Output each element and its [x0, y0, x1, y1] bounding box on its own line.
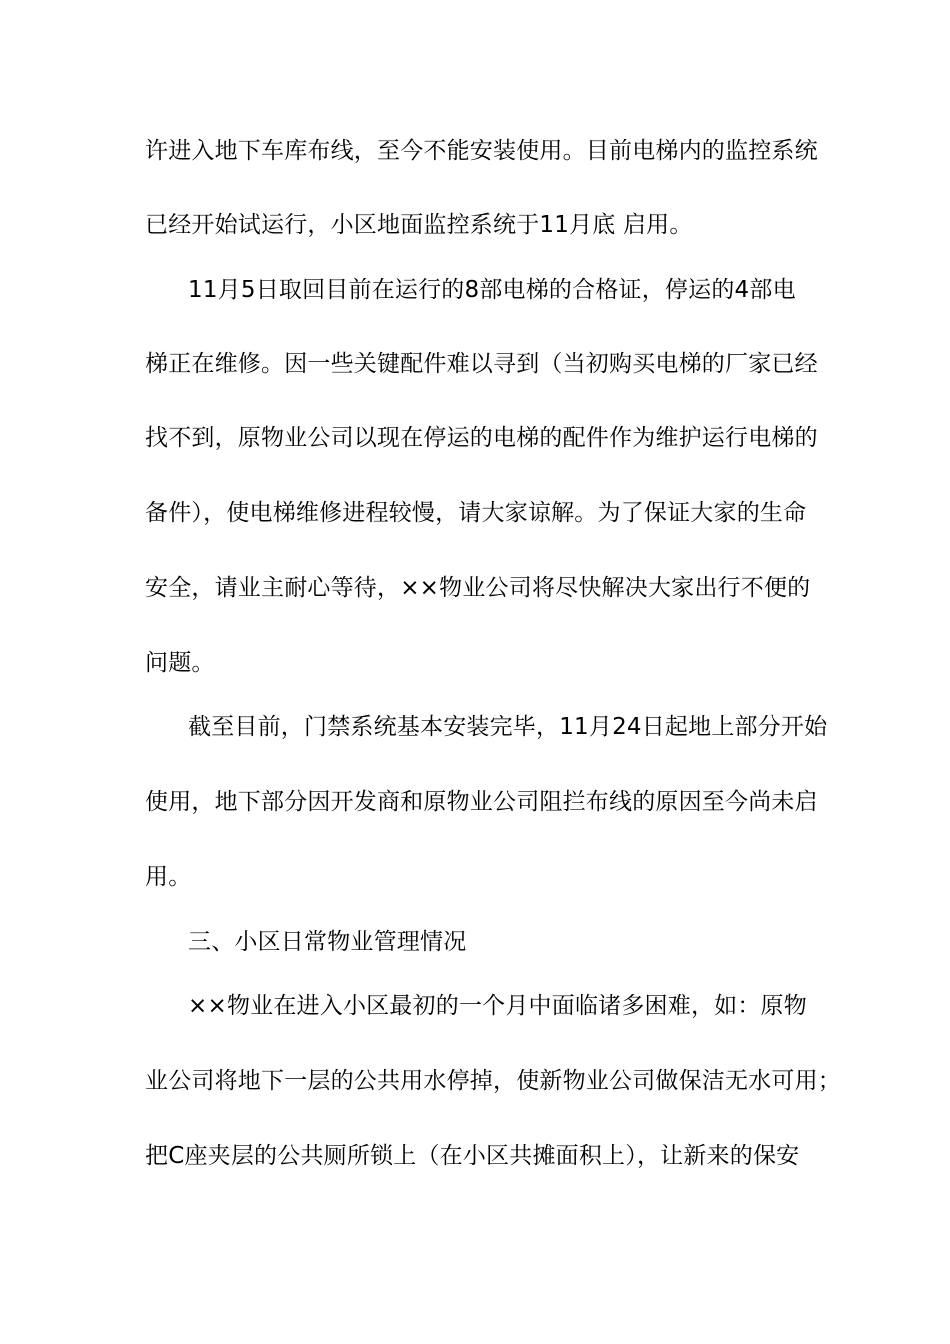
- section-heading: 三、小区日常物业管理情况: [188, 929, 467, 955]
- text-line: 安全，请业主耐心等待，××物业公司将尽快解决大家出行不便的: [145, 575, 811, 601]
- text-line: 把C座夹层的公共厕所锁上（在小区共摊面积上），让新来的保安: [145, 1143, 800, 1169]
- text-line: 问题。: [145, 650, 215, 676]
- paragraph-start-line: ××物业在进入小区最初的一个月中面临诸多困难，如：原物: [188, 993, 807, 1019]
- text-line: 业公司将地下一层的公共用水停掉，使新物业公司做保洁无水可用；: [145, 1068, 841, 1094]
- text-line: 备件），使电梯维修进程较慢，请大家谅解。为了保证大家的生命: [145, 500, 807, 526]
- text-line: 已经开始试运行，小区地面监控系统于11月底 启用。: [145, 212, 693, 238]
- text-line: 梯正在维修。因一些关键配件难以寻到（当初购买电梯的厂家已经: [145, 351, 818, 377]
- paragraph-start-line: 11月5日取回目前在运行的8部电梯的合格证，停运的4部电: [188, 277, 796, 303]
- paragraph-start-line: 截至目前，门禁系统基本安装完毕，11月24日起地上部分开始: [188, 714, 828, 740]
- text-line: 使用，地下部分因开发商和原物业公司阻拦布线的原因至今尚未启: [145, 789, 818, 815]
- text-line: 找不到，原物业公司以现在停运的电梯的配件作为维护运行电梯的: [145, 425, 818, 451]
- text-line: 许进入地下车库布线，至今不能安装使用。目前电梯内的监控系统: [145, 138, 818, 164]
- text-line: 用。: [145, 864, 192, 890]
